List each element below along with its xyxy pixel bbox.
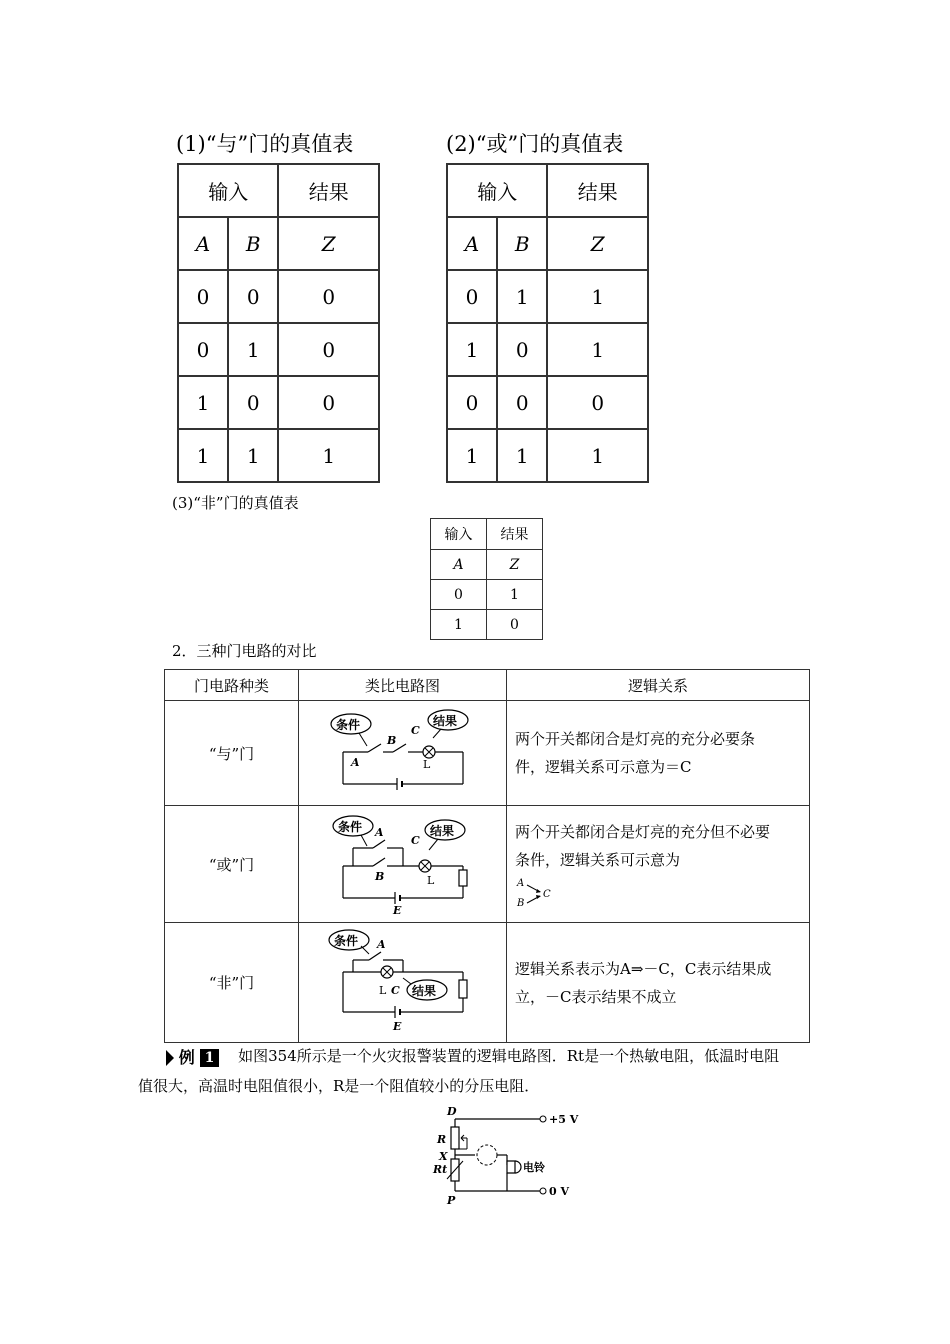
play-arrow-icon	[166, 1050, 174, 1066]
col-a: A	[431, 550, 487, 580]
logic-line: 条件，逻辑关系可示意为	[515, 851, 681, 869]
not-truth-table	[430, 518, 543, 640]
table-row	[178, 323, 379, 376]
example-line-1	[138, 1042, 838, 1072]
col-z: Z	[547, 217, 648, 270]
label-l: L	[422, 758, 430, 771]
example-number: 1	[200, 1049, 220, 1067]
label-c: C	[410, 833, 420, 847]
cell: 0	[278, 323, 379, 376]
diagram-condition-label: 条件	[333, 933, 358, 948]
label-b: B	[386, 734, 396, 747]
header-input: 输入	[447, 164, 547, 217]
or-circuit-diagram	[323, 810, 483, 915]
cell: 0	[278, 270, 379, 323]
table-row	[447, 429, 648, 482]
label-l: L	[378, 983, 386, 997]
label-rt: Rt	[433, 1163, 448, 1176]
logic-line: 两个开关都闭合是灯亮的充分但不必要	[515, 823, 771, 841]
or-table-title: (2)“或”门的真值表	[446, 132, 624, 156]
label-e: E	[392, 1019, 401, 1033]
table-row	[447, 376, 648, 429]
cell: 1	[278, 429, 379, 482]
cell: 0	[497, 376, 548, 429]
table-row	[165, 923, 810, 1043]
label-r: R	[437, 1133, 447, 1146]
label-c: C	[410, 724, 420, 737]
example-text-1: 如图354所示是一个火灾报警装置的逻辑电路图．Rt是一个热敏电阻，低温时电阻	[238, 1047, 780, 1065]
table-row	[178, 270, 379, 323]
cell: 1	[431, 610, 487, 640]
and-table-title: (1)“与”门的真值表	[176, 132, 354, 156]
cell: 0	[447, 270, 497, 323]
label-a: A	[376, 937, 386, 951]
table-row	[447, 323, 648, 376]
header-input: 输入	[178, 164, 278, 217]
logic-line: 两个开关都闭合是灯亮的充分必要条	[515, 730, 756, 748]
cell: 1	[228, 323, 279, 376]
label-a: A	[517, 878, 525, 889]
not-table-title: (3)“非”门的真值表	[172, 494, 299, 512]
label-p: P	[447, 1194, 456, 1207]
label-a: A	[374, 825, 384, 839]
header-gate-type: 门电路种类	[165, 670, 299, 701]
cell: 1	[487, 580, 543, 610]
compare-heading: 2．三种门电路的对比	[172, 642, 317, 660]
not-circuit-cell	[299, 923, 507, 1043]
example-text-2: 值很大，高温时电阻值很小，R是一个阻值较小的分压电阻．	[138, 1076, 540, 1095]
logic-line: 件，逻辑关系可示意为＝C	[515, 758, 692, 776]
gate-name: “与”门	[165, 701, 299, 806]
logic-line: 逻辑关系表示为A⇒－C，C表示结果成	[515, 959, 772, 978]
label-a: A	[350, 756, 360, 769]
label-l: L	[426, 873, 434, 887]
label-c: C	[543, 889, 551, 900]
header-input: 输入	[431, 519, 487, 550]
cell: 0	[487, 610, 543, 640]
label-bell: 电铃	[523, 1161, 545, 1174]
col-a: A	[447, 217, 497, 270]
cell: 0	[447, 376, 497, 429]
header-diagram: 类比电路图	[299, 670, 507, 701]
example-badge	[166, 1043, 219, 1072]
and-circuit-diagram	[323, 706, 483, 796]
table-row	[178, 429, 379, 482]
diagram-result-label: 结果	[432, 714, 457, 728]
col-b: B	[497, 217, 548, 270]
diagram-condition-label: 条件	[337, 819, 362, 834]
cell: 0	[178, 323, 228, 376]
cell: 0	[228, 376, 279, 429]
diagram-result-label: 结果	[429, 823, 454, 838]
cell: 1	[547, 270, 648, 323]
or-truth-table	[446, 163, 649, 483]
label-vzero: 0 V	[549, 1185, 570, 1198]
cell: 0	[278, 376, 379, 429]
logic-cell	[507, 806, 810, 923]
cell: 1	[178, 429, 228, 482]
label-c: C	[390, 983, 400, 997]
col-a: A	[178, 217, 228, 270]
alarm-circuit-diagram	[425, 1103, 605, 1208]
logic-cell	[507, 923, 810, 1043]
label-vplus: +5 V	[549, 1113, 579, 1126]
header-result: 结果	[487, 519, 543, 550]
table-row	[165, 806, 810, 923]
gate-name: “或”门	[165, 806, 299, 923]
label-d: D	[447, 1105, 457, 1118]
logic-line: 立，－C表示结果不成立	[515, 987, 677, 1006]
not-circuit-diagram	[323, 926, 483, 1036]
header-result: 结果	[547, 164, 648, 217]
header-logic: 逻辑关系	[507, 670, 810, 701]
cell: 1	[497, 429, 548, 482]
cell: 1	[547, 323, 648, 376]
and-truth-table	[177, 163, 380, 483]
table-row	[447, 270, 648, 323]
cell: 1	[228, 429, 279, 482]
col-b: B	[228, 217, 279, 270]
cell: 1	[447, 323, 497, 376]
logic-cell	[507, 701, 810, 806]
label-b: B	[517, 898, 525, 909]
table-row	[178, 376, 379, 429]
label-b: B	[374, 869, 384, 883]
header-result: 结果	[278, 164, 379, 217]
table-row	[431, 610, 543, 640]
or-logic-diagram	[515, 876, 575, 910]
cell: 1	[178, 376, 228, 429]
cell: 0	[497, 323, 548, 376]
cell: 0	[228, 270, 279, 323]
table-row	[165, 701, 810, 806]
cell: 1	[497, 270, 548, 323]
table-row	[431, 580, 543, 610]
col-z: Z	[278, 217, 379, 270]
label-e: E	[392, 903, 401, 915]
cell: 0	[547, 376, 648, 429]
diagram-condition-label: 条件	[335, 718, 360, 732]
diagram-result-label: 结果	[411, 983, 436, 998]
or-circuit-cell	[299, 806, 507, 923]
cell: 0	[431, 580, 487, 610]
compare-table	[164, 669, 810, 1043]
and-circuit-cell	[299, 701, 507, 806]
cell: 0	[178, 270, 228, 323]
example-label: 例	[178, 1047, 195, 1067]
example-paragraph	[138, 1042, 838, 1100]
gate-name: “非”门	[165, 923, 299, 1043]
col-z: Z	[487, 550, 543, 580]
label-x: X	[439, 1150, 448, 1163]
cell: 1	[447, 429, 497, 482]
cell: 1	[547, 429, 648, 482]
